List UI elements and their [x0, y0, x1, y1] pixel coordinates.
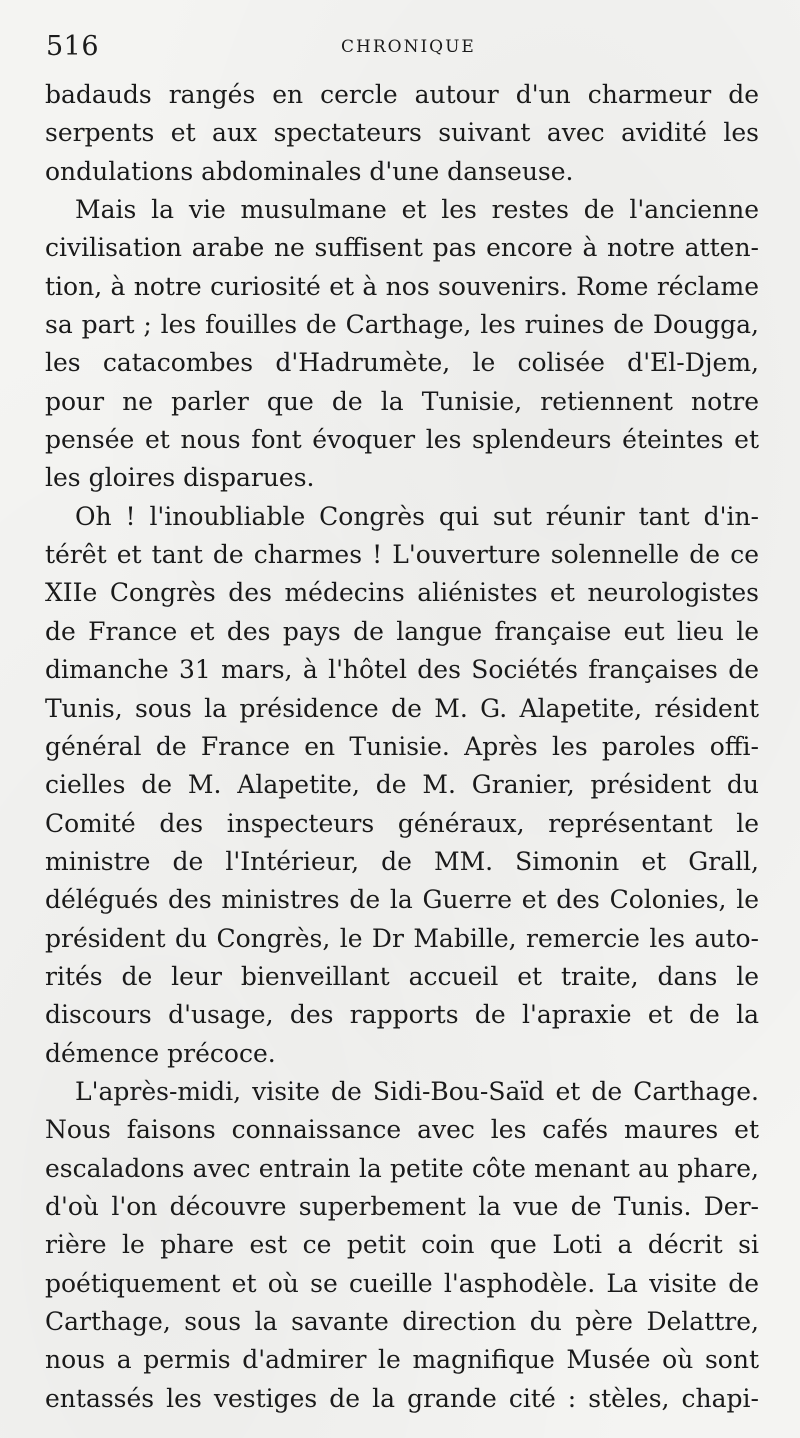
text-line: délégués des ministres de la Guerre et des Colonies, le [45, 885, 759, 915]
text-line: badauds rangés en cercle autour d'un charmeur de [45, 80, 759, 109]
text-line: Mais la vie musulmane et les restes de l'ancienne [75, 195, 759, 225]
text-line: pour ne parler que de la Tunisie, retiennent notre [45, 386, 759, 416]
text-line: pensée et nous font évoquer les splendeurs éteintes et [45, 425, 759, 455]
text-line: escaladons avec entrain la petite côte menant au phare, [45, 1153, 759, 1183]
text-line: Oh ! l'inoubliable Congrès qui sut réunir tant d'in- [75, 501, 759, 531]
body-text [45, 76, 759, 1418]
text-line: ondulations abdominales d'une danseuse. [45, 156, 574, 186]
text-line: rités de leur bienveillant accueil et traite, dans le [45, 961, 759, 991]
text-line: civilisation arabe ne suffisent pas encore à notre atten- [45, 233, 759, 263]
text-line: Tunis, sous la présidence de M. G. Alapetite, résident [45, 693, 759, 723]
text-line: démence précoce. [45, 1038, 276, 1068]
text-line: général de France en Tunisie. Après les paroles offi- [45, 731, 759, 761]
text-line: nous a permis d'admirer le magnifique Musée où sont [45, 1345, 759, 1375]
text-line: Carthage, sous la savante direction du père Delattre, [45, 1307, 759, 1336]
text-line: L'après-midi, visite de Sidi-Bou-Saïd et de Carthage. [75, 1076, 759, 1106]
text-line: tion, à notre curiosité et à nos souvenirs. Rome réclame [45, 271, 759, 301]
text-line: Nous faisons connaissance avec les cafés maures et [45, 1115, 759, 1145]
text-line: Comité des inspecteurs généraux, représentant le [45, 808, 759, 838]
page-number: 516 [46, 31, 100, 62]
text-line: les gloires disparues. [45, 463, 315, 493]
text-line: térêt et tant de charmes ! L'ouverture solennelle de ce [45, 540, 759, 570]
text-line: rière le phare est ce petit coin que Loti a décrit si [45, 1230, 759, 1260]
text-line: les catacombes d'Hadrumète, le colisée d'El-Djem, [45, 348, 759, 378]
text-line: d'où l'on découvre superbement la vue de Tunis. Der- [45, 1191, 759, 1221]
text-line: de France et des pays de langue française eut lieu le [45, 616, 759, 646]
running-title: CHRONIQUE [341, 37, 476, 57]
text-line: poétiquement et où se cueille l'asphodèle. La visite de [45, 1268, 759, 1298]
text-line: serpents et aux spectateurs suivant avec avidité les [45, 118, 759, 148]
running-head [46, 30, 756, 64]
text-line: XIIe Congrès des médecins aliénistes et neurologistes [45, 578, 759, 608]
text-line: entassés les vestiges de la grande cité : stèles, chapi- [45, 1383, 759, 1413]
text-line: cielles de M. Alapetite, de M. Granier, président du [45, 770, 759, 800]
text-line: discours d'usage, des rapports de l'apraxie et de la [45, 1000, 759, 1030]
text-line: ministre de l'Intérieur, de MM. Simonin et Grall, [45, 846, 759, 876]
text-line: sa part ; les fouilles de Carthage, les ruines de Dougga, [45, 310, 759, 340]
text-line: président du Congrès, le Dr Mabille, remercie les auto- [45, 923, 759, 953]
text-line: dimanche 31 mars, à l'hôtel des Sociétés françaises de [45, 655, 759, 685]
